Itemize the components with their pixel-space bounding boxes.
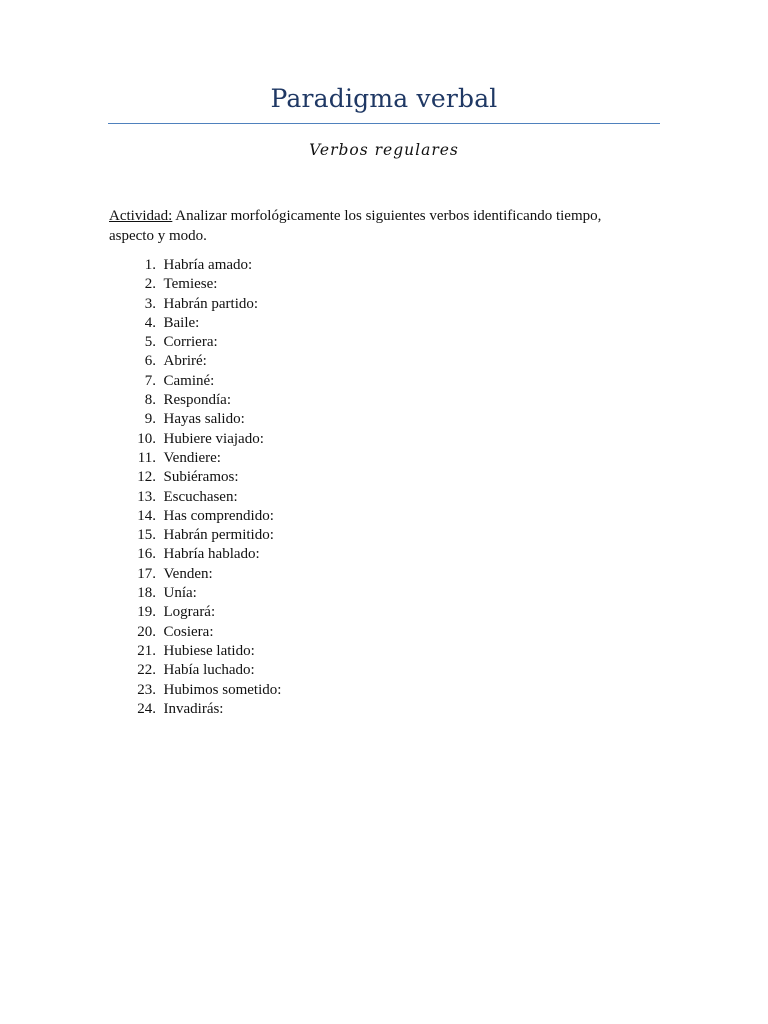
verb-text: Escuchasen:: [163, 488, 238, 505]
item-number: 17.: [137, 565, 156, 582]
item-number: 2.: [144, 276, 156, 293]
verb-text: Respondía:: [163, 392, 231, 409]
list-item: [109, 507, 281, 526]
list-item: [109, 372, 281, 391]
verb-text: Habrán permitido:: [163, 527, 274, 544]
verb-text: Hubimos sometido:: [163, 681, 282, 698]
verb-text: Hubiese latido:: [163, 642, 255, 659]
list-item: [109, 623, 281, 642]
activity-text: Analizar morfológicamente los siguientes verbos identificando tiempo, aspecto y modo.: [109, 208, 602, 244]
verb-text: Habría amado:: [163, 257, 253, 273]
item-number: 23.: [137, 681, 156, 698]
verb-text: Abriré:: [163, 353, 207, 370]
list-item: [109, 661, 281, 680]
verb-text: Cosiera:: [163, 623, 214, 640]
list-item: [109, 275, 281, 294]
item-number: 1.: [144, 257, 156, 273]
list-item: [109, 391, 281, 410]
list-item: [109, 333, 281, 352]
item-number: 20.: [137, 623, 156, 640]
verb-text: Venden:: [163, 565, 213, 582]
verb-text: Temiese:: [163, 276, 218, 293]
item-number: 16.: [137, 546, 156, 563]
item-number: 10.: [137, 430, 156, 447]
verb-text: Hubiere viajado:: [163, 430, 264, 447]
list-item: [109, 545, 281, 564]
item-number: 13.: [137, 488, 156, 505]
verb-list: [109, 256, 281, 719]
verb-text: Subiéramos:: [163, 469, 239, 486]
verb-text: Unía:: [163, 585, 197, 602]
verb-text: Caminé:: [163, 372, 215, 389]
list-item: [109, 352, 281, 371]
list-item: [109, 565, 281, 584]
list-item: [109, 468, 281, 487]
verb-text: Has comprendido:: [163, 507, 274, 524]
list-item: [109, 449, 281, 468]
verb-text: Habría hablado:: [163, 546, 260, 563]
item-number: 21.: [137, 642, 156, 659]
item-number: 24.: [137, 700, 156, 717]
activity-instructions: [109, 206, 639, 246]
verb-text: Logrará:: [163, 604, 216, 621]
list-item: [109, 256, 281, 275]
list-item: [109, 526, 281, 545]
item-number: 11.: [137, 449, 156, 466]
activity-label: Actividad:: [109, 208, 173, 224]
item-number: 6.: [144, 353, 156, 370]
verb-text: Invadirás:: [163, 700, 224, 717]
item-number: 4.: [144, 314, 156, 331]
item-number: 8.: [144, 392, 156, 409]
item-number: 7.: [144, 372, 156, 389]
list-item: [109, 681, 281, 700]
item-number: 3.: [144, 295, 156, 312]
list-item: [109, 584, 281, 603]
verb-text: Corriera:: [163, 334, 218, 351]
item-number: 18.: [137, 585, 156, 602]
list-item: [109, 488, 281, 507]
item-number: 5.: [144, 334, 156, 351]
item-number: 12.: [137, 469, 156, 486]
item-number: 15.: [137, 527, 156, 544]
item-number: 9.: [144, 411, 156, 428]
item-number: 19.: [137, 604, 156, 621]
page-title: Paradigma verbal: [270, 84, 498, 113]
list-item: [109, 295, 281, 314]
verb-text: Había luchado:: [163, 662, 255, 679]
list-item: [109, 410, 281, 429]
item-number: 22.: [137, 662, 156, 679]
verb-text: Hayas salido:: [163, 411, 245, 428]
title-divider: [108, 123, 660, 124]
verb-text: Habrán partido:: [163, 295, 259, 312]
verb-text: Vendiere:: [163, 449, 221, 466]
list-item: [109, 700, 281, 719]
list-item: [109, 314, 281, 333]
list-item: [109, 430, 281, 449]
item-number: 14.: [137, 507, 156, 524]
verb-text: Baile:: [163, 314, 200, 331]
list-item: [109, 642, 281, 661]
page-subtitle: Verbos regulares: [309, 141, 459, 159]
list-item: [109, 603, 281, 622]
